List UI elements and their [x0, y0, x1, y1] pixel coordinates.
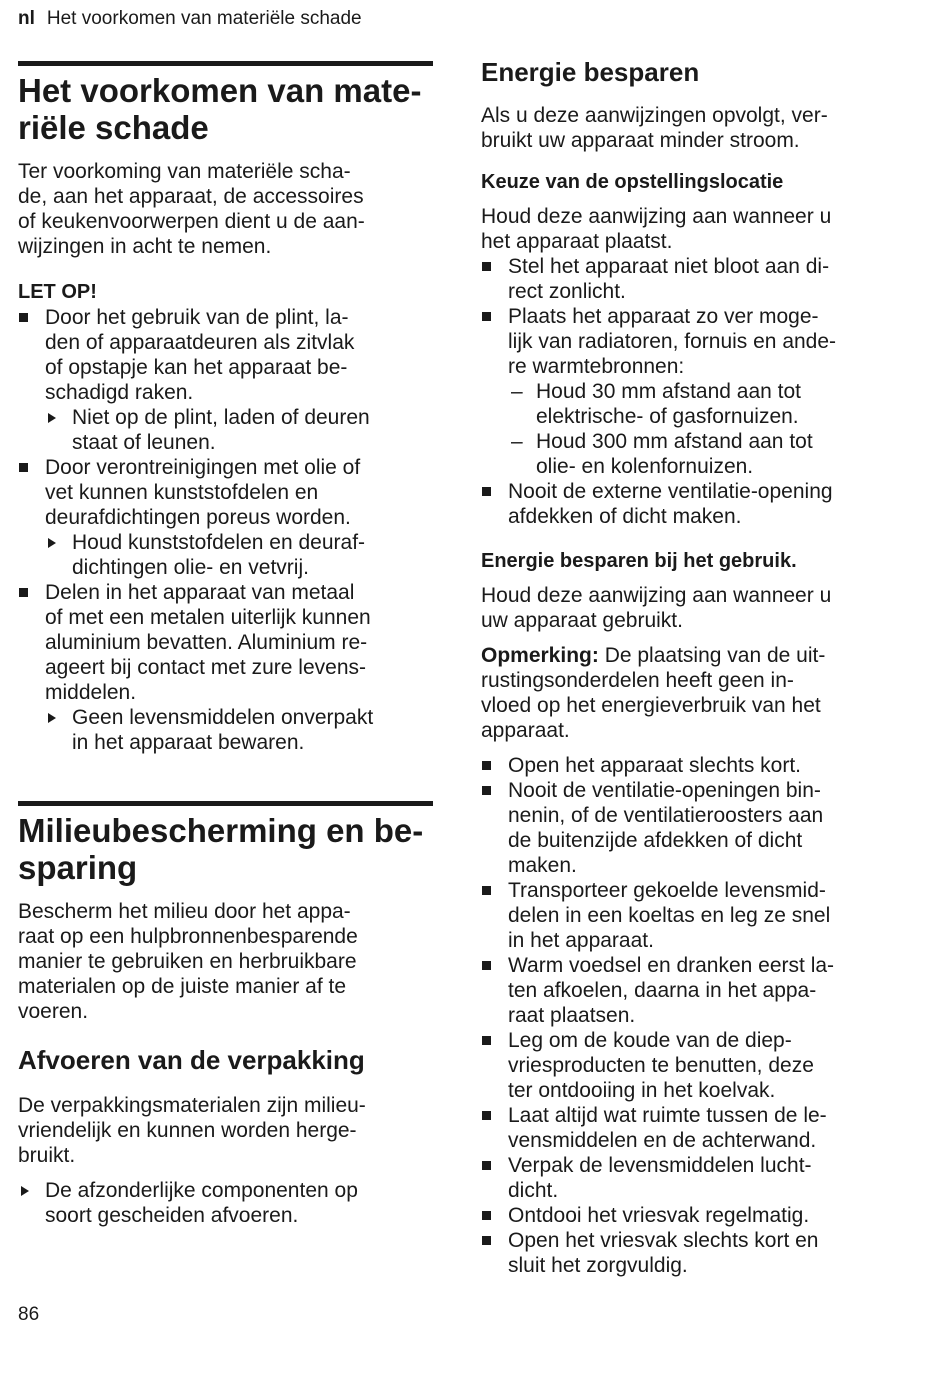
text-line: maken. — [508, 854, 577, 877]
section-title-environment — [18, 812, 433, 886]
list-item — [18, 580, 433, 755]
list-item — [18, 305, 433, 455]
text-line: nenin, of de ventilatieroosters aan — [508, 804, 824, 827]
text-line: olie- en kolenfornuizen. — [536, 455, 754, 478]
title-line: Het voorkomen van mate- — [18, 72, 422, 109]
location-subtitle: Keuze van de opstellingslocatie — [481, 171, 784, 193]
text-line: vloed op het energieverbruik van het — [481, 694, 821, 717]
text-line: Open het apparaat slechts kort. — [508, 754, 802, 777]
action-item — [45, 405, 433, 455]
title-line: Milieubescherming en be- — [18, 812, 424, 849]
text-line: staat of leunen. — [72, 431, 216, 454]
text-line: Houd kunststofdelen en deuraf- — [72, 531, 366, 554]
dash-bullet-icon: – — [511, 380, 523, 403]
caution-list — [18, 305, 433, 755]
square-bullet-icon — [482, 262, 491, 271]
list-item — [18, 455, 433, 580]
packaging-subtitle: Afvoeren van de verpakking — [18, 1045, 365, 1075]
text-line: Houd deze aanwijzing aan wanneer u — [481, 584, 832, 607]
text-line: soort gescheiden afvoeren. — [45, 1204, 299, 1227]
energy-title: Energie besparen — [481, 57, 700, 87]
text-line: in het apparaat bewaren. — [72, 731, 305, 754]
square-bullet-icon — [482, 1161, 491, 1170]
triangle-bullet-icon — [48, 713, 56, 723]
text-line: ageert bij contact met zure levens- — [45, 656, 366, 679]
text-line: dicht. — [508, 1179, 559, 1202]
text-line: deurafdichtingen poreus worden. — [45, 506, 351, 529]
usage-subtitle: Energie besparen bij het gebruik. — [481, 550, 797, 572]
text-line: Open het vriesvak slechts kort en — [508, 1229, 819, 1252]
square-bullet-icon — [19, 588, 28, 597]
text-line: rustingsonderdelen heeft geen in- — [481, 669, 794, 692]
text-line: Laat altijd wat ruimte tussen de le- — [508, 1104, 827, 1127]
list-item — [481, 878, 901, 953]
list-item — [481, 953, 901, 1028]
text-line: Verpak de levensmiddelen lucht- — [508, 1154, 812, 1177]
text-line: den of apparaatdeuren als zitvlak — [45, 331, 355, 354]
page-number: 86 — [18, 1304, 40, 1325]
square-bullet-icon — [482, 761, 491, 770]
text-line: Houd 30 mm afstand aan tot — [536, 380, 801, 403]
text-line: Geen levensmiddelen onverpakt — [72, 706, 374, 729]
language-code: nl — [18, 8, 35, 29]
environment-intro — [18, 899, 433, 1024]
text-line: rect zonlicht. — [508, 280, 626, 303]
text-line: middelen. — [45, 681, 137, 704]
text-line: ten afkoelen, daarna in het appa- — [508, 979, 817, 1002]
text-line: apparaat. — [481, 719, 570, 742]
square-bullet-icon — [19, 463, 28, 472]
text-line: of keukenvoorwerpen dient u de aan- — [18, 210, 365, 233]
energy-intro — [481, 103, 901, 153]
text-line: materialen op de juiste manier af te — [18, 975, 347, 998]
triangle-bullet-icon — [48, 413, 56, 423]
damage-intro — [18, 159, 433, 259]
square-bullet-icon — [482, 886, 491, 895]
text-line: Ontdooi het vriesvak regelmatig. — [508, 1204, 810, 1227]
list-item — [481, 778, 901, 878]
action-item — [45, 705, 433, 755]
text-line: raat plaatsen. — [508, 1004, 636, 1027]
list-item — [481, 254, 901, 304]
square-bullet-icon — [19, 313, 28, 322]
caution-label: LET OP! — [18, 281, 97, 303]
square-bullet-icon — [482, 1036, 491, 1045]
action-item — [18, 1178, 433, 1228]
text-line: Bescherm het milieu door het appa- — [18, 900, 351, 923]
text-line: raat op een hulpbronnenbesparende — [18, 925, 358, 948]
dash-item — [508, 429, 901, 479]
usage-list — [481, 753, 901, 1278]
text-line: Transporteer gekoelde levensmid- — [508, 879, 826, 902]
list-item — [481, 1203, 901, 1228]
text-line: afdekken of dicht maken. — [508, 505, 742, 528]
text-line: lijk van radiatoren, fornuis en ande- — [508, 330, 837, 353]
running-header — [18, 8, 362, 30]
text-line: uw apparaat gebruikt. — [481, 609, 683, 632]
title-line: sparing — [18, 849, 138, 886]
text-line: elektrische- of gasfornuizen. — [536, 405, 799, 428]
list-item — [481, 1028, 901, 1103]
text-line: Nooit de ventilatie-openingen bin- — [508, 779, 821, 802]
text-line: De afzonderlijke componenten op — [45, 1179, 358, 1202]
text-line: in het apparaat. — [508, 929, 654, 952]
square-bullet-icon — [482, 786, 491, 795]
text-line: manier te gebruiken en herbruikbare — [18, 950, 357, 973]
text-line: vet kunnen kunststofdelen en — [45, 481, 319, 504]
text-line: vensmiddelen en de achterwand. — [508, 1129, 817, 1152]
section-rule — [18, 61, 433, 66]
section-rule — [18, 801, 433, 806]
location-list — [481, 254, 901, 529]
text-line: voeren. — [18, 1000, 89, 1023]
text-line: de, aan het apparaat, de accessoires — [18, 185, 364, 208]
text-line: Houd deze aanwijzing aan wanneer u — [481, 205, 832, 228]
usage-note — [481, 643, 901, 743]
text-line: De verpakkingsmaterialen zijn milieu- — [18, 1094, 366, 1117]
text-line: vriendelijk en kunnen worden herge- — [18, 1119, 357, 1142]
text-line: Houd 300 mm afstand aan tot — [536, 430, 813, 453]
list-item — [481, 1103, 901, 1153]
text-line: dichtingen olie- en vetvrij. — [72, 556, 309, 579]
note-label: Opmerking: — [481, 644, 599, 667]
text-line: bruikt. — [18, 1144, 76, 1167]
text-line: Door verontreinigingen met olie of — [45, 456, 361, 479]
text-line: sluit het zorgvuldig. — [508, 1254, 688, 1277]
location-intro — [481, 204, 901, 254]
square-bullet-icon — [482, 487, 491, 496]
list-item — [481, 479, 901, 529]
list-item — [481, 1153, 901, 1203]
triangle-bullet-icon — [48, 538, 56, 548]
text-line: Ter voorkoming van materiële scha- — [18, 160, 351, 183]
text-line: Plaats het apparaat zo ver moge- — [508, 305, 819, 328]
text-line: delen in een koeltas en leg ze snel — [508, 904, 831, 927]
usage-intro — [481, 583, 901, 633]
square-bullet-icon — [482, 312, 491, 321]
square-bullet-icon — [482, 1211, 491, 1220]
text-line: Stel het apparaat niet bloot aan di- — [508, 255, 830, 278]
text-line: re warmtebronnen: — [508, 355, 685, 378]
triangle-bullet-icon — [21, 1186, 29, 1196]
square-bullet-icon — [482, 1111, 491, 1120]
list-item — [481, 753, 901, 778]
list-item — [481, 304, 901, 479]
square-bullet-icon — [482, 961, 491, 970]
dash-item — [508, 379, 901, 429]
text-line: aluminium bevatten. Aluminium re- — [45, 631, 368, 654]
section-title-damage — [18, 72, 433, 146]
text-line: Nooit de externe ventilatie-opening — [508, 480, 833, 503]
text-line: Delen in het apparaat van metaal — [45, 581, 355, 604]
text-line: vriesproducten te benutten, deze — [508, 1054, 814, 1077]
text-line: Als u deze aanwijzingen opvolgt, ver- — [481, 104, 828, 127]
list-item — [481, 1228, 901, 1278]
square-bullet-icon — [482, 1236, 491, 1245]
dash-bullet-icon: – — [511, 430, 523, 453]
text-line: schadigd raken. — [45, 381, 194, 404]
text-line: Warm voedsel en dranken eerst la- — [508, 954, 835, 977]
text-line: of opstapje kan het apparaat be- — [45, 356, 348, 379]
text-line: De plaatsing van de uit- — [598, 644, 826, 667]
text-line: Leg om de koude van de diep- — [508, 1029, 792, 1052]
distance-list — [508, 379, 901, 479]
text-line: de buitenzijde afdekken of dicht — [508, 829, 803, 852]
running-header-title: Het voorkomen van materiële schade — [46, 8, 362, 29]
text-line: of met een metalen uiterlijk kunnen — [45, 606, 371, 629]
action-item — [45, 530, 433, 580]
text-line: ter ontdooiing in het koelvak. — [508, 1079, 776, 1102]
text-line: Door het gebruik van de plint, la- — [45, 306, 349, 329]
text-line: Niet op de plint, laden of deuren — [72, 406, 370, 429]
packaging-text — [18, 1093, 433, 1168]
text-line: het apparaat plaatst. — [481, 230, 673, 253]
packaging-actions — [18, 1178, 433, 1228]
title-line: riële schade — [18, 109, 209, 146]
text-line: wijzingen in acht te nemen. — [18, 235, 272, 258]
text-line: bruikt uw apparaat minder stroom. — [481, 129, 800, 152]
